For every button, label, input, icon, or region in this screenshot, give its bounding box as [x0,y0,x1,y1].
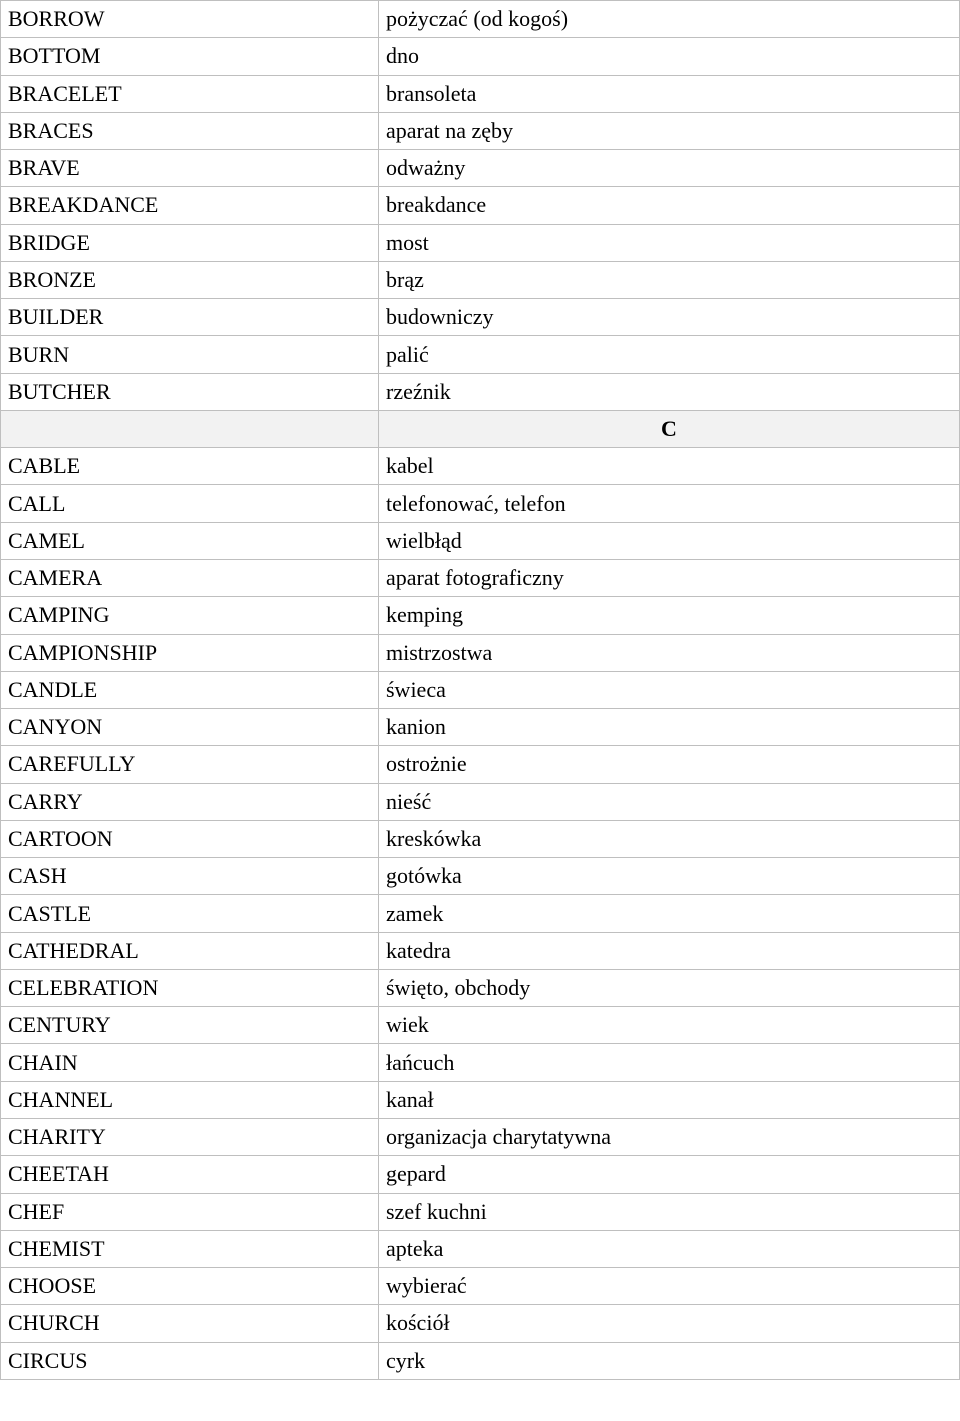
table-row [1,522,960,559]
table-row [1,746,960,783]
english-word-cell: CASH [1,858,379,895]
table-row [1,224,960,261]
polish-translation-cell: bransoleta [379,75,960,112]
english-word-cell: CHARITY [1,1118,379,1155]
english-word-cell: BUILDER [1,299,379,336]
english-word-cell: BREAKDANCE [1,187,379,224]
english-word-cell: CAMEL [1,522,379,559]
polish-translation-cell: kanion [379,709,960,746]
table-row [1,1193,960,1230]
english-word-cell: CIRCUS [1,1342,379,1379]
table-row [1,299,960,336]
table-row [1,187,960,224]
english-word-cell: CAMPIONSHIP [1,634,379,671]
table-row [1,261,960,298]
english-word-cell: CHEMIST [1,1230,379,1267]
english-word-cell: CAMPING [1,597,379,634]
polish-translation-cell: kemping [379,597,960,634]
table-row [1,1156,960,1193]
table-row [1,448,960,485]
english-word-cell: CHEETAH [1,1156,379,1193]
table-row [1,932,960,969]
english-word-cell: CASTLE [1,895,379,932]
table-row [1,38,960,75]
table-row [1,150,960,187]
english-word-cell: CARRY [1,783,379,820]
polish-translation-cell: breakdance [379,187,960,224]
polish-translation-cell: telefonować, telefon [379,485,960,522]
section-header-row [1,410,960,447]
english-word-cell: BURN [1,336,379,373]
polish-translation-cell: nieść [379,783,960,820]
english-word-cell: CHURCH [1,1305,379,1342]
table-row [1,1,960,38]
polish-translation-cell: rzeźnik [379,373,960,410]
english-word-cell: CANYON [1,709,379,746]
polish-translation-cell: świeca [379,671,960,708]
section-header-blank-cell [1,410,379,447]
english-word-cell: CABLE [1,448,379,485]
english-word-cell: CENTURY [1,1007,379,1044]
table-row [1,75,960,112]
table-row [1,783,960,820]
polish-translation-cell: wybierać [379,1268,960,1305]
table-row [1,336,960,373]
english-word-cell: CANDLE [1,671,379,708]
english-word-cell: CHANNEL [1,1081,379,1118]
table-row [1,1007,960,1044]
polish-translation-cell: aparat na zęby [379,112,960,149]
table-row [1,634,960,671]
english-word-cell: CAREFULLY [1,746,379,783]
polish-translation-cell: kanał [379,1081,960,1118]
table-row [1,671,960,708]
polish-translation-cell: wiek [379,1007,960,1044]
table-row [1,559,960,596]
english-word-cell: CAMERA [1,559,379,596]
english-word-cell: BORROW [1,1,379,38]
english-word-cell: BUTCHER [1,373,379,410]
table-row [1,485,960,522]
table-row [1,1342,960,1379]
polish-translation-cell: gotówka [379,858,960,895]
vocabulary-table-body [1,1,960,1380]
polish-translation-cell: dno [379,38,960,75]
table-row [1,1118,960,1155]
english-word-cell: CHEF [1,1193,379,1230]
polish-translation-cell: budowniczy [379,299,960,336]
polish-translation-cell: szef kuchni [379,1193,960,1230]
polish-translation-cell: święto, obchody [379,969,960,1006]
polish-translation-cell: organizacja charytatywna [379,1118,960,1155]
english-word-cell: BRACELET [1,75,379,112]
polish-translation-cell: pożyczać (od kogoś) [379,1,960,38]
polish-translation-cell: wielbłąd [379,522,960,559]
english-word-cell: BRAVE [1,150,379,187]
english-word-cell: CALL [1,485,379,522]
polish-translation-cell: cyrk [379,1342,960,1379]
table-row [1,1081,960,1118]
polish-translation-cell: kreskówka [379,820,960,857]
english-word-cell: CATHEDRAL [1,932,379,969]
polish-translation-cell: kościół [379,1305,960,1342]
table-row [1,597,960,634]
polish-translation-cell: ostrożnie [379,746,960,783]
table-row [1,1044,960,1081]
table-row [1,895,960,932]
polish-translation-cell: aparat fotograficzny [379,559,960,596]
english-word-cell: BRIDGE [1,224,379,261]
polish-translation-cell: palić [379,336,960,373]
table-row [1,858,960,895]
polish-translation-cell: kabel [379,448,960,485]
english-word-cell: BRACES [1,112,379,149]
polish-translation-cell: most [379,224,960,261]
table-row [1,969,960,1006]
english-word-cell: BOTTOM [1,38,379,75]
table-row [1,1268,960,1305]
table-row [1,820,960,857]
english-word-cell: CHAIN [1,1044,379,1081]
polish-translation-cell: brąz [379,261,960,298]
table-row [1,112,960,149]
section-letter: C [379,410,960,447]
english-word-cell: CELEBRATION [1,969,379,1006]
table-row [1,1230,960,1267]
polish-translation-cell: gepard [379,1156,960,1193]
english-word-cell: BRONZE [1,261,379,298]
polish-translation-cell: odważny [379,150,960,187]
polish-translation-cell: mistrzostwa [379,634,960,671]
table-row [1,373,960,410]
english-word-cell: CARTOON [1,820,379,857]
table-row [1,1305,960,1342]
polish-translation-cell: zamek [379,895,960,932]
table-row [1,709,960,746]
polish-translation-cell: apteka [379,1230,960,1267]
polish-translation-cell: katedra [379,932,960,969]
english-word-cell: CHOOSE [1,1268,379,1305]
polish-translation-cell: łańcuch [379,1044,960,1081]
